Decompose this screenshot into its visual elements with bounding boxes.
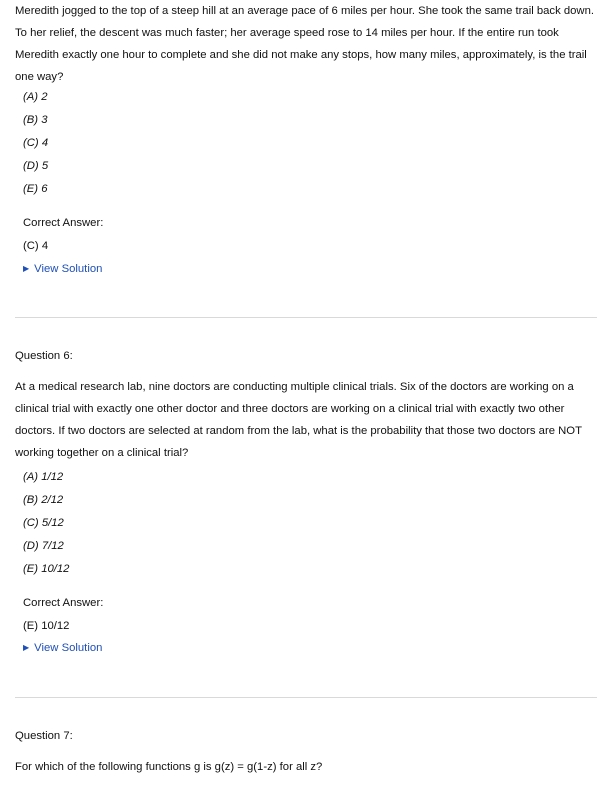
- divider: [15, 317, 597, 318]
- correct-answer-label: Correct Answer:: [23, 217, 104, 229]
- question-5-text: Meredith jogged to the top of a steep hill at an average pace of 6 miles per hour. She took the same trail back down. To her relief, the descent was much faster; her average speed rose to 14 miles per hour. If the entire run took Meredith exactly one hour to complete and she did not make any stops, how many miles, approximately, is the trail one way?: [15, 5, 595, 83]
- expand-triangle-icon: ▶: [23, 264, 30, 273]
- answer-choice: (E) 6: [23, 183, 48, 195]
- question-6-heading: Question 6:: [15, 350, 73, 362]
- correct-answer-value: (E) 10/12: [23, 620, 70, 632]
- correct-answer-label: Correct Answer:: [23, 597, 104, 609]
- divider: [15, 697, 597, 698]
- answer-choice: (B) 2/12: [23, 494, 64, 506]
- answer-choice: (D) 7/12: [23, 540, 64, 552]
- answer-choice: (C) 5/12: [23, 517, 64, 529]
- answer-choice: (B) 3: [23, 114, 48, 126]
- view-solution-label: View Solution: [34, 263, 103, 275]
- answer-choice: (D) 5: [23, 160, 49, 172]
- view-solution-link[interactable]: [23, 263, 102, 275]
- answer-choice: (C) 4: [23, 137, 49, 149]
- question-7-text: For which of the following functions g is g(z) = g(1-z) for all z?: [15, 761, 323, 773]
- answer-choice: (A) 1/12: [23, 471, 64, 483]
- answer-choice: (E) 10/12: [23, 563, 70, 575]
- view-solution-label: View Solution: [34, 642, 103, 654]
- view-solution-link[interactable]: [23, 642, 102, 654]
- expand-triangle-icon: ▶: [23, 643, 30, 652]
- question-7-heading: Question 7:: [15, 730, 73, 742]
- question-6-text: At a medical research lab, nine doctors are conducting multiple clinical trials. Six of the doctors are working on a clinical trial with exactly one other doctor and three doctors are working on a clinical trial with exactly two other doctors. If two doctors are selected at random from the lab, what is the probability that those two doctors are NOT working together on a clinical trial?: [15, 381, 582, 459]
- answer-choice: (A) 2: [23, 91, 48, 103]
- correct-answer-value: (C) 4: [23, 240, 49, 252]
